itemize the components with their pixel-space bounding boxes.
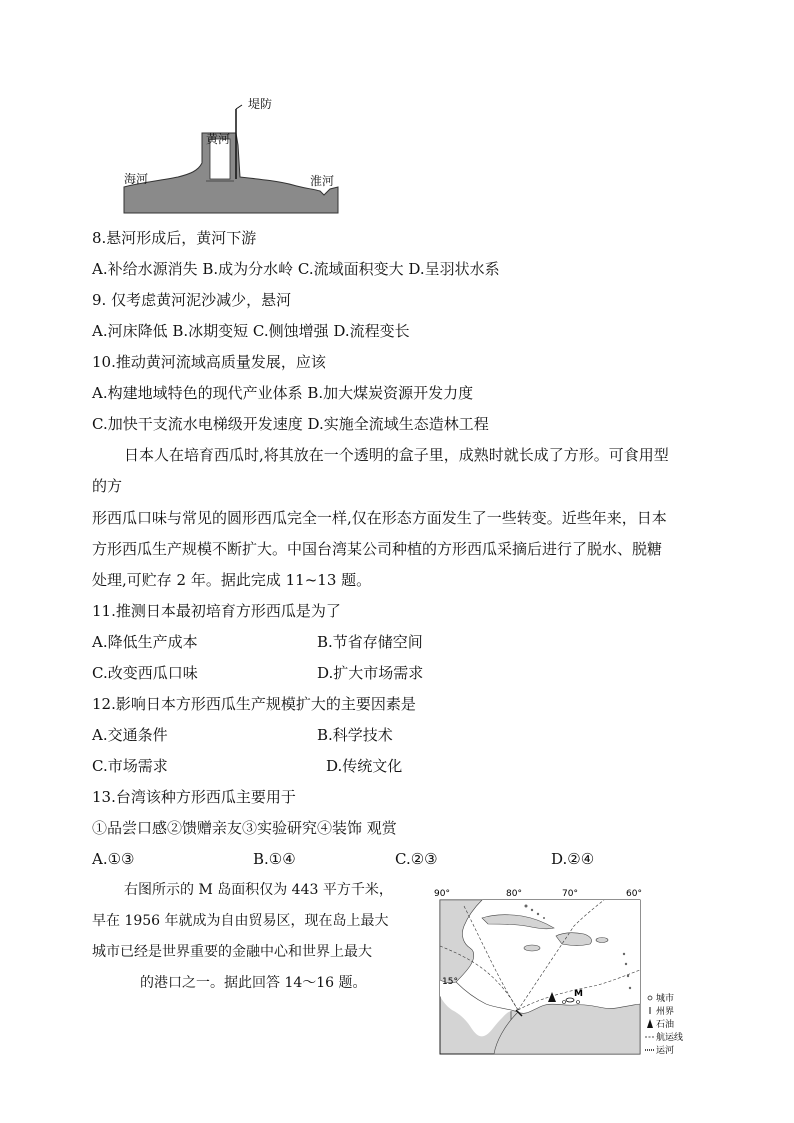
map-legend (645, 992, 683, 1056)
q13-items: ①品尝口感②馈赠亲友③实验研究④装饰 观赏 (92, 819, 397, 837)
oil-legend-icon (647, 1019, 653, 1028)
q13-option-a: A.①③ (92, 850, 135, 868)
q13-option-c: C.②③ (395, 850, 438, 868)
q10-options-2: C.加快干支流水电梯级开发速度 D.实施全流域生态造林工程 (92, 415, 489, 433)
yellow-river-cross-section-figure (118, 95, 348, 220)
passage2-line1: 右图所示的 M 岛面积仅为 443 平方千米， (124, 882, 393, 898)
q10-stem: 10.推动黄河流域高质量发展，应该 (92, 353, 326, 371)
q11-stem: 11.推测日本最初培育方形西瓜是为了 (92, 602, 341, 620)
q13-option-d: D.②④ (551, 850, 595, 868)
passage2-line2: 早在 1956 年就成为自由贸易区，现在岛上最大 (92, 913, 389, 929)
lat-label-15: 15° (442, 977, 458, 987)
q11-option-b: B.节省存储空间 (317, 633, 423, 651)
q12-option-d: D.传统文化 (326, 757, 403, 775)
m-island-label: M (574, 989, 583, 999)
q13-stem: 13.台湾该种方形西瓜主要用于 (92, 788, 296, 806)
jamaica-island (524, 945, 540, 951)
q12-option-a: A.交通条件 (92, 726, 168, 744)
q12-option-b: B.科学技术 (317, 726, 393, 744)
q9-stem: 9. 仅考虑黄河泥沙减少，悬河 (92, 291, 292, 309)
q12-stem: 12.影响日本方形西瓜生产规模扩大的主要因素是 (92, 695, 416, 713)
legend-state: 州界 (656, 1007, 675, 1017)
legend-oil: 石油 (656, 1020, 675, 1030)
q13-option-b: B.①④ (253, 850, 296, 868)
passage1-line1: 日本人在培育西瓜时,将其放在一个透明的盒子里，成熟时就长成了方形。可食用型 (124, 446, 669, 464)
city-legend-icon (648, 996, 652, 1000)
passage2-line4: 的港口之一。据此回答 14～16 题。 (140, 975, 367, 991)
q11-option-c: C.改变西瓜口味 (92, 664, 198, 682)
lon-label-80: 80° (506, 889, 522, 899)
q11-option-d: D.扩大市场需求 (317, 664, 424, 682)
legend-canal: 运河 (656, 1046, 675, 1056)
passage1-line2: 的方 (92, 477, 123, 495)
caribbean-map-figure (434, 886, 694, 1058)
dike-label: 堤防 (248, 97, 273, 111)
passage1-line5: 处理,可贮存 2 年。据此完成 11~13 题。 (92, 571, 372, 589)
haihe-label: 海河 (124, 172, 149, 186)
q8-options: A.补给水源消失 B.成为分水岭 C.流域面积变大 D.呈羽状水系 (92, 260, 500, 278)
puerto-rico-island (596, 938, 608, 943)
passage2-line3: 城市已经是世界重要的金融中心和世界上最大 (92, 944, 372, 960)
lon-label-70: 70° (562, 889, 578, 899)
legend-shipping: 航运线 (656, 1033, 684, 1043)
legend-city: 城市 (656, 994, 675, 1004)
passage1-line3: 形西瓜口味与常见的圆形西瓜完全一样,仅在形态方面发生了一些转变。近些年来，日本 (92, 509, 667, 527)
huaihe-label: 淮河 (310, 174, 335, 188)
q11-option-a: A.降低生产成本 (92, 633, 198, 651)
yellow-river-label: 黄河 (206, 132, 231, 146)
m-island (566, 998, 574, 1002)
q8-stem: 8.悬河形成后，黄河下游 (92, 229, 257, 247)
q9-options: A.河床降低 B.冰期变短 C.侧蚀增强 D.流程变长 (92, 322, 410, 340)
q12-option-c: C.市场需求 (92, 757, 168, 775)
terrain-profile (124, 133, 338, 213)
passage1-line4: 方形西瓜生产规模不断扩大。中国台湾某公司种植的方形西瓜采摘后进行了脱水、脱糖 (92, 540, 663, 558)
q10-options-1: A.构建地域特色的现代产业体系 B.加大煤炭资源开发力度 (92, 384, 474, 402)
hispaniola-island (556, 933, 592, 946)
lon-label-90: 90° (434, 889, 450, 899)
lon-label-60: 60° (626, 889, 642, 899)
